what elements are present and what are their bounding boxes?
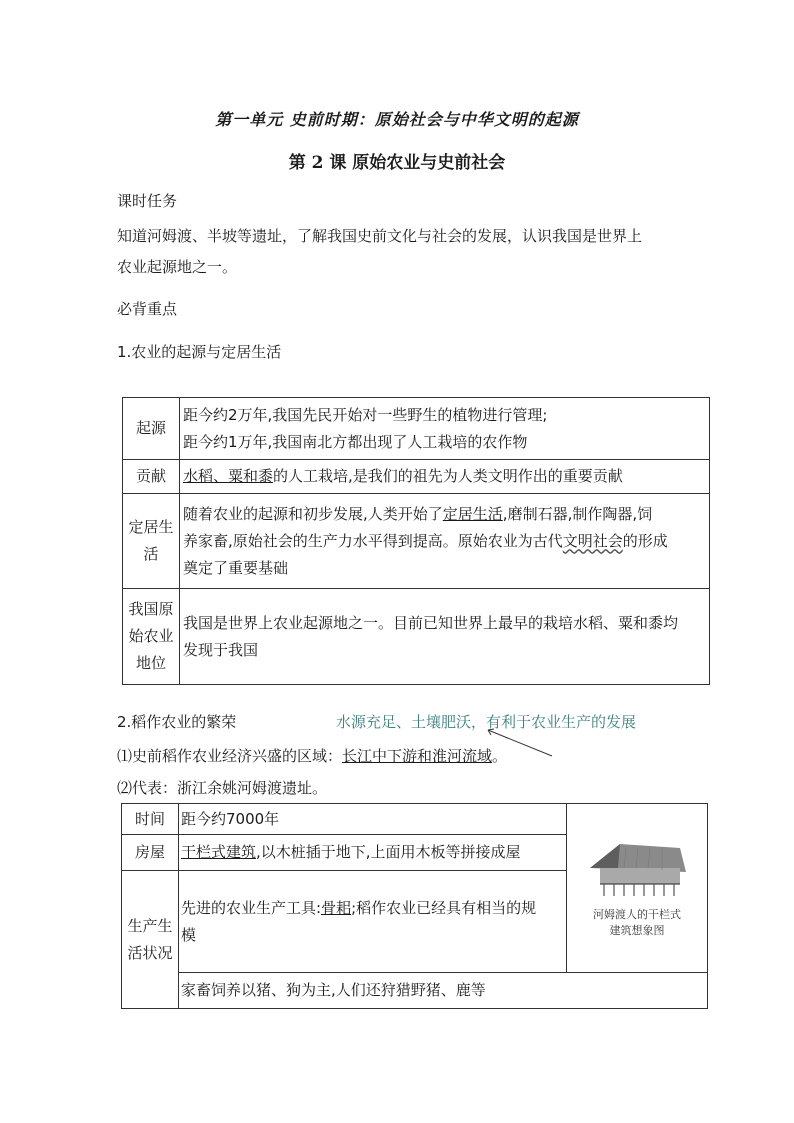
stilt-house-illustration: [582, 838, 692, 898]
table-row: [123, 494, 710, 589]
house-label: 房屋: [122, 835, 179, 871]
section2-title: 2.稻作农业的繁荣: [117, 713, 237, 731]
status-label-line-3: 地位: [135, 654, 166, 672]
settle-content: [180, 494, 710, 589]
contribution-text: 的人工栽培,是我们的祖先为人类文明作出的重要贡献: [273, 467, 623, 485]
settle-line-1: [183, 501, 706, 528]
tools-line-1: [181, 895, 564, 922]
time-label: 时间: [122, 804, 179, 835]
contribution-content: [180, 460, 710, 494]
status-label-line-1: 我国原: [128, 600, 174, 618]
image-cell: [567, 804, 708, 973]
item-1-suffix: 。: [492, 747, 508, 765]
tools-line-2: 模: [181, 925, 197, 944]
settle-label-line-2: 活: [143, 545, 159, 563]
lesson-title: 第 2 课 原始农业与史前社会: [288, 153, 506, 173]
tools-text-a: 先进的农业生产工具:: [181, 898, 322, 917]
origin-label: 起源: [123, 398, 180, 460]
contribution-label: 贡献: [123, 460, 180, 494]
image-caption-line-2: 建筑想象图: [609, 923, 665, 937]
task-heading: 课时任务: [117, 192, 178, 210]
settle-text-c: 养家畜,原始社会的生产力水平得到提高。原始农业为古代: [183, 531, 563, 550]
status-line-1: 我国是世界上农业起源地之一。目前已知世界上最早的栽培水稻、粟和黍均: [183, 613, 679, 632]
house-text: ,以木桩插于地下,上面用木板等拼接成屋: [256, 843, 521, 861]
status-label: [123, 589, 180, 685]
item-1-prefix: ⑴史前稻作农业经济兴盛的区域：: [117, 747, 343, 765]
settle-label: [123, 494, 180, 589]
status-content: [180, 589, 710, 685]
settle-underline: 定居生活: [442, 504, 503, 523]
house-content: [179, 835, 567, 871]
settle-label-line-1: 定居生: [128, 518, 174, 536]
task-line-2: 农业起源地之一。: [117, 258, 238, 276]
origin-line-1: 距今约2万年,我国先民开始对一些野生的植物进行管理;: [183, 405, 548, 424]
section1-title: 1.农业的起源与定居生活: [117, 343, 282, 361]
status-label-line-2: 始农业: [128, 627, 174, 645]
settle-text-b: ,磨制石器,制作陶器,饲: [502, 504, 653, 523]
table-row: [123, 589, 710, 685]
unit-title: 第一单元 史前时期：原始社会与中华文明的起源: [215, 110, 579, 129]
origin-content: [180, 398, 710, 460]
image-caption-line-1: 河姆渡人的干栏式: [593, 907, 681, 921]
time-value: 距今约7000年: [179, 804, 567, 835]
life-label: [122, 871, 179, 1009]
settle-text-d: 的形成: [622, 531, 668, 550]
region-underline: 长江中下游和淮河流域: [342, 747, 493, 765]
status-line-2: 发现于我国: [183, 640, 259, 659]
civilization-wavy: 文明社会: [562, 531, 623, 550]
livestock-content: 家畜饲养以猪、狗为主,人们还狩猎野猪、鹿等: [179, 973, 708, 1009]
key-heading: 必背重点: [117, 300, 178, 318]
origin-line-2: 距今约1万年,我国南北方都出现了人工栽培的农作物: [183, 432, 528, 451]
table-row: [122, 973, 708, 1009]
stilt-house-underline: 干栏式建筑: [181, 843, 257, 861]
settle-line-2: [183, 528, 706, 555]
life-label-line-1: 生产生: [127, 916, 173, 935]
task-line-1: 知道河姆渡、半坡等遗址，了解我国史前文化与社会的发展，认识我国是世界上: [117, 227, 643, 245]
table-row: [123, 460, 710, 494]
table-row: [123, 398, 710, 460]
agriculture-origin-table: [122, 397, 710, 685]
settle-line-3: 奠定了重要基础: [183, 558, 289, 577]
table-row: [122, 804, 708, 835]
crops-underline: 水稻、粟和黍: [183, 467, 274, 485]
settle-text-a: 随着农业的起源和初步发展,人类开始了: [183, 504, 443, 523]
tools-content: [179, 871, 567, 973]
life-label-line-2: 活状况: [127, 943, 173, 962]
hemudu-table: [121, 803, 708, 1009]
item-2: ⑵代表：浙江余姚河姆渡遗址。: [117, 779, 328, 797]
bone-spade-underline: 骨耜: [321, 898, 352, 917]
item-1: [117, 745, 507, 766]
section2-annotation: 水源充足、土壤肥沃，有利于农业生产的发展: [336, 713, 637, 731]
tools-text-b: ;稻作农业已经具有相当的规: [351, 898, 537, 917]
